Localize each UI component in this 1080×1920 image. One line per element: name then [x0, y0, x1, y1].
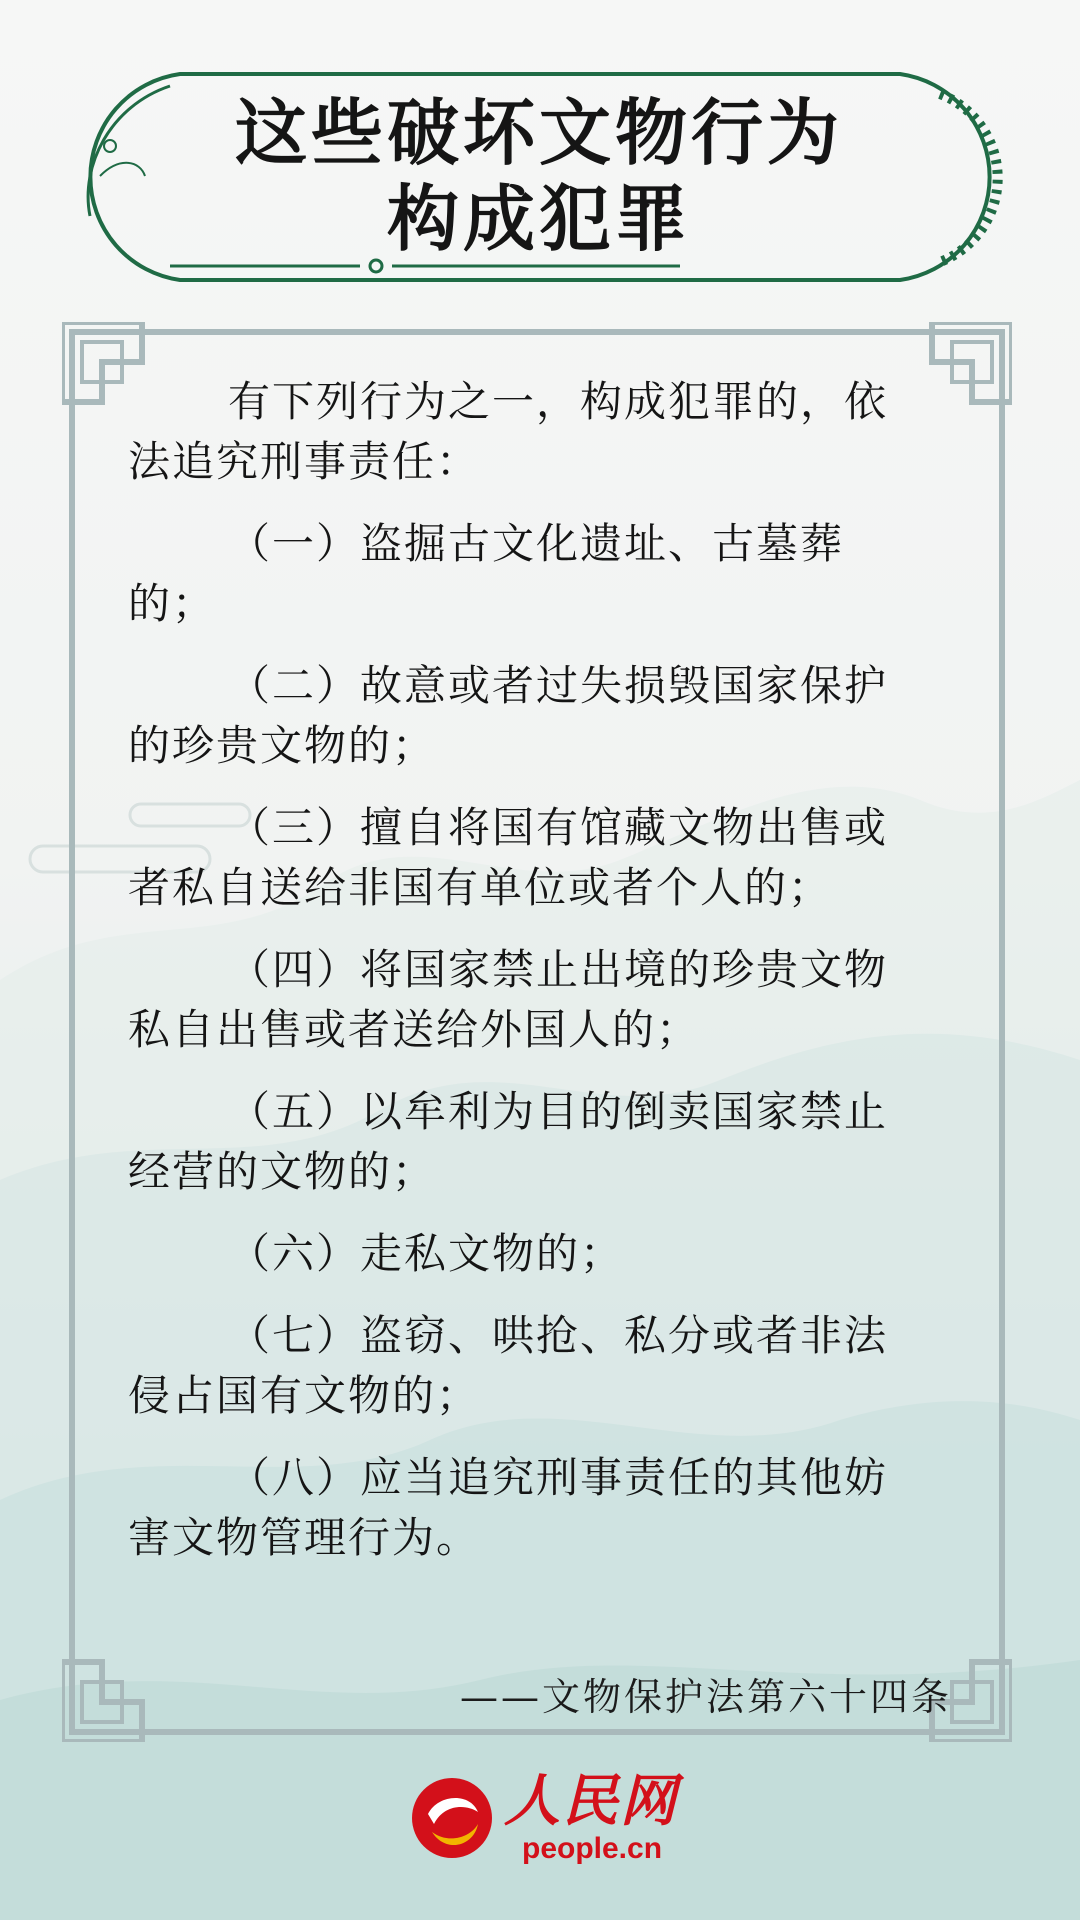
- source-citation: ——文物保护法第六十四条: [459, 1675, 952, 1719]
- title-line-1: 这些破坏文物行为: [234, 91, 843, 175]
- list-item: （一）盗掘古文化遗址、古墓葬的；: [128, 519, 845, 628]
- people-cn-logo: [408, 1768, 688, 1872]
- list-item: （五）以牟利为目的倒卖国家禁止经营的文物的；: [128, 1087, 889, 1196]
- logo-swirl-icon: [408, 1774, 496, 1862]
- list-item: （三）擅自将国有馆藏文物出售或者私自送给非国有单位或者个人的；: [128, 803, 889, 912]
- page-title: [60, 90, 1018, 262]
- list-item: （七）盗窃、哄抢、私分或者非法侵占国有文物的；: [128, 1311, 889, 1420]
- logo-chinese-name: 人民网: [504, 1768, 678, 1834]
- title-banner: [60, 66, 1018, 288]
- list-item: （六）走私文物的；: [228, 1229, 625, 1278]
- list-item: （四）将国家禁止出境的珍贵文物私自出售或者送给外国人的；: [128, 945, 889, 1054]
- law-text: [128, 372, 928, 1590]
- list-item: （二）故意或者过失损毁国家保护的珍贵文物的；: [128, 661, 889, 770]
- list-item: （八）应当追究刑事责任的其他妨害文物管理行为。: [128, 1453, 889, 1562]
- logo-domain: people.cn: [522, 1832, 663, 1865]
- intro-paragraph: 有下列行为之一，构成犯罪的，依法追究刑事责任：: [128, 377, 889, 486]
- title-line-2: 构成犯罪: [386, 177, 691, 261]
